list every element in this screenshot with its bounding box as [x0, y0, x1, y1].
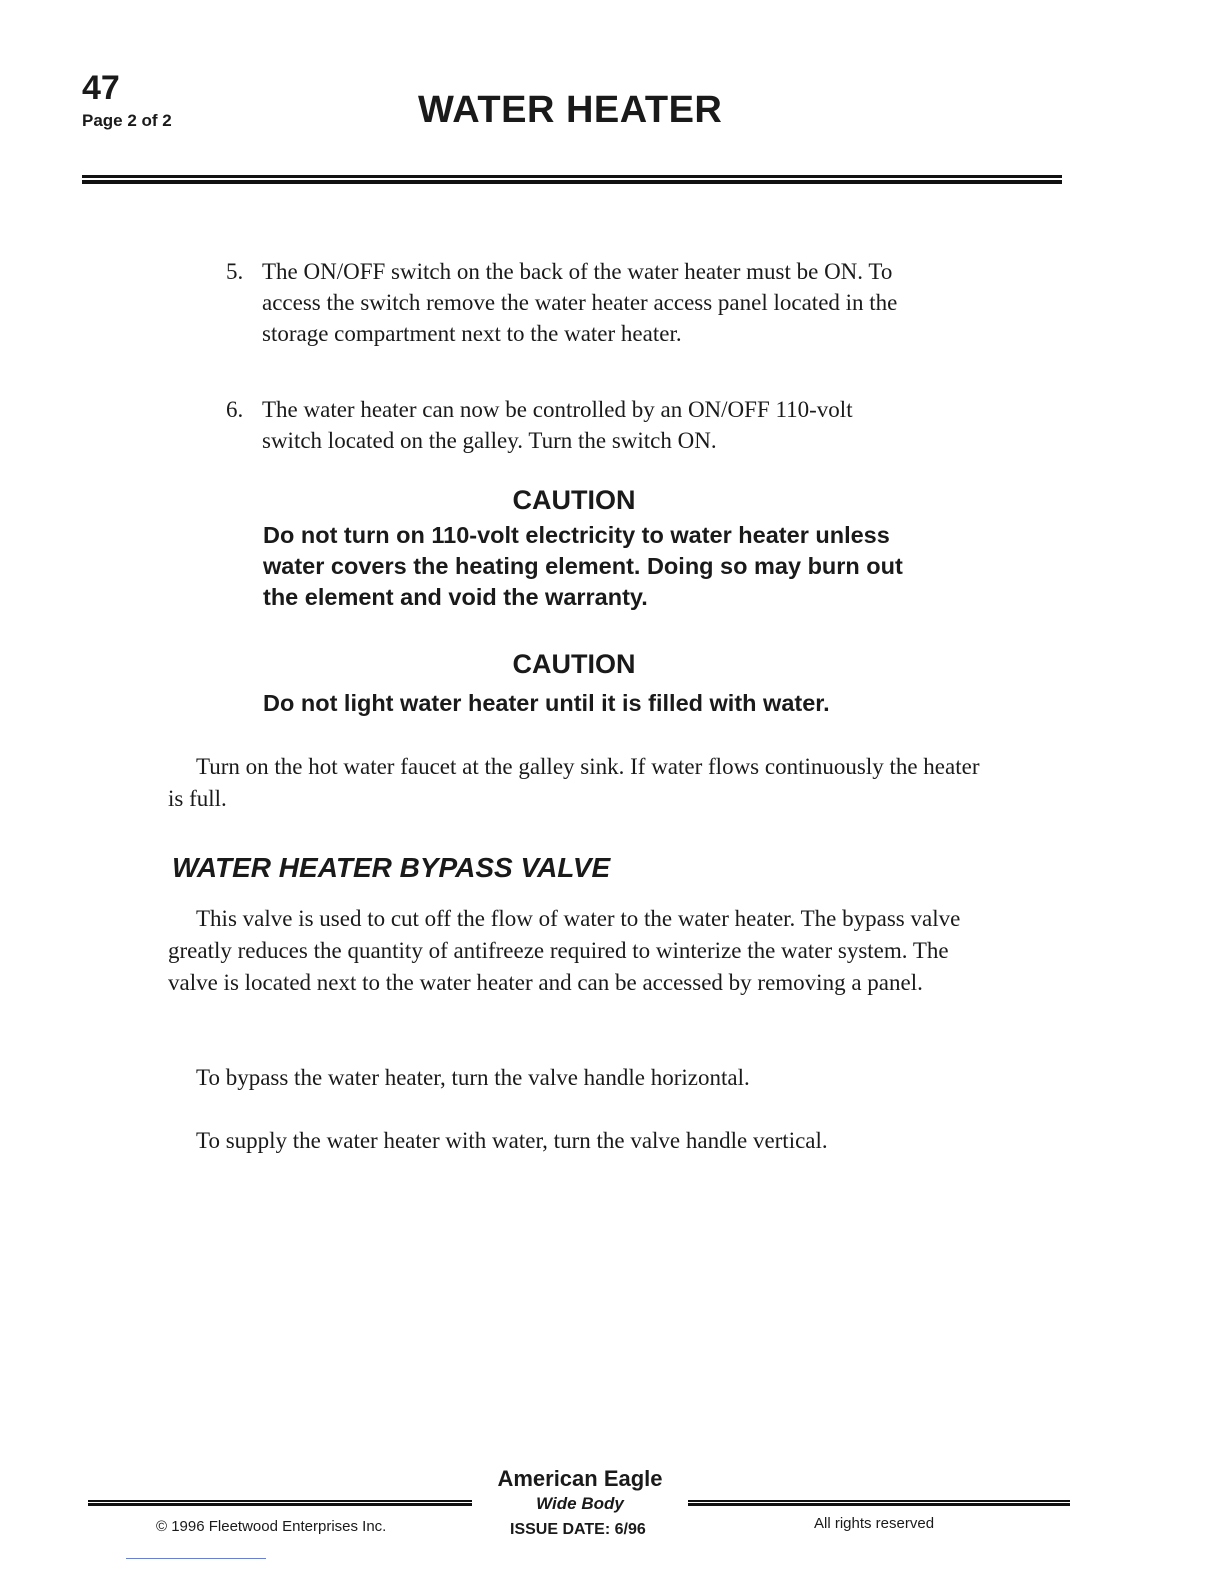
- page-title: WATER HEATER: [418, 89, 723, 131]
- footer-model: Wide Body: [536, 1494, 624, 1513]
- section-heading: WATER HEATER BYPASS VALVE: [172, 852, 611, 883]
- bypass-intro-paragraph: This valve is used to cut off the flow of water to the water heater. The bypass valve greatly reduces the quantity of antifreeze required to winterize the water system. The valve is located next to the water heater and can be accessed by removing a panel.: [168, 906, 961, 995]
- step-number: 5.: [226, 259, 244, 284]
- page-of-label: Page 2 of 2: [82, 111, 172, 130]
- footer-issue-date: ISSUE DATE: 6/96: [510, 1521, 646, 1538]
- step-text: The water heater can now be controlled by an ON/OFF 110-volt switch located on the galley. Turn the switch ON.: [262, 397, 853, 453]
- footer-rule-left: [88, 1500, 472, 1506]
- supply-instruction: To supply the water heater with water, turn the valve handle vertical.: [196, 1128, 828, 1153]
- footer-rights: All rights reserved: [814, 1515, 935, 1532]
- step-5: [226, 256, 906, 349]
- scan-artifact-line: [126, 1558, 266, 1559]
- page-number: 47: [82, 69, 120, 107]
- caution-body: Do not turn on 110-volt electricity to water heater unless water covers the heating element. Doing so may burn out the element and void the warranty.: [263, 522, 903, 610]
- step-6: [226, 394, 906, 456]
- footer-brand: American Eagle: [497, 1466, 663, 1491]
- caution-title: CAUTION: [512, 649, 636, 679]
- header-rule: [82, 175, 1062, 184]
- faucet-paragraph: Turn on the hot water faucet at the galley sink. If water flows continuously the heater is full.: [168, 754, 980, 811]
- caution-body: Do not light water heater until it is filled with water.: [263, 690, 830, 716]
- step-text: The ON/OFF switch on the back of the water heater must be ON. To access the switch remove the water heater access panel located in the storage compartment next to the water heater.: [262, 259, 898, 346]
- step-number: 6.: [226, 397, 244, 422]
- footer-rule-right: [688, 1500, 1070, 1506]
- bypass-instruction: To bypass the water heater, turn the valve handle horizontal.: [196, 1065, 750, 1090]
- caution-title: CAUTION: [512, 485, 636, 515]
- footer-copyright: © 1996 Fleetwood Enterprises Inc.: [156, 1518, 387, 1535]
